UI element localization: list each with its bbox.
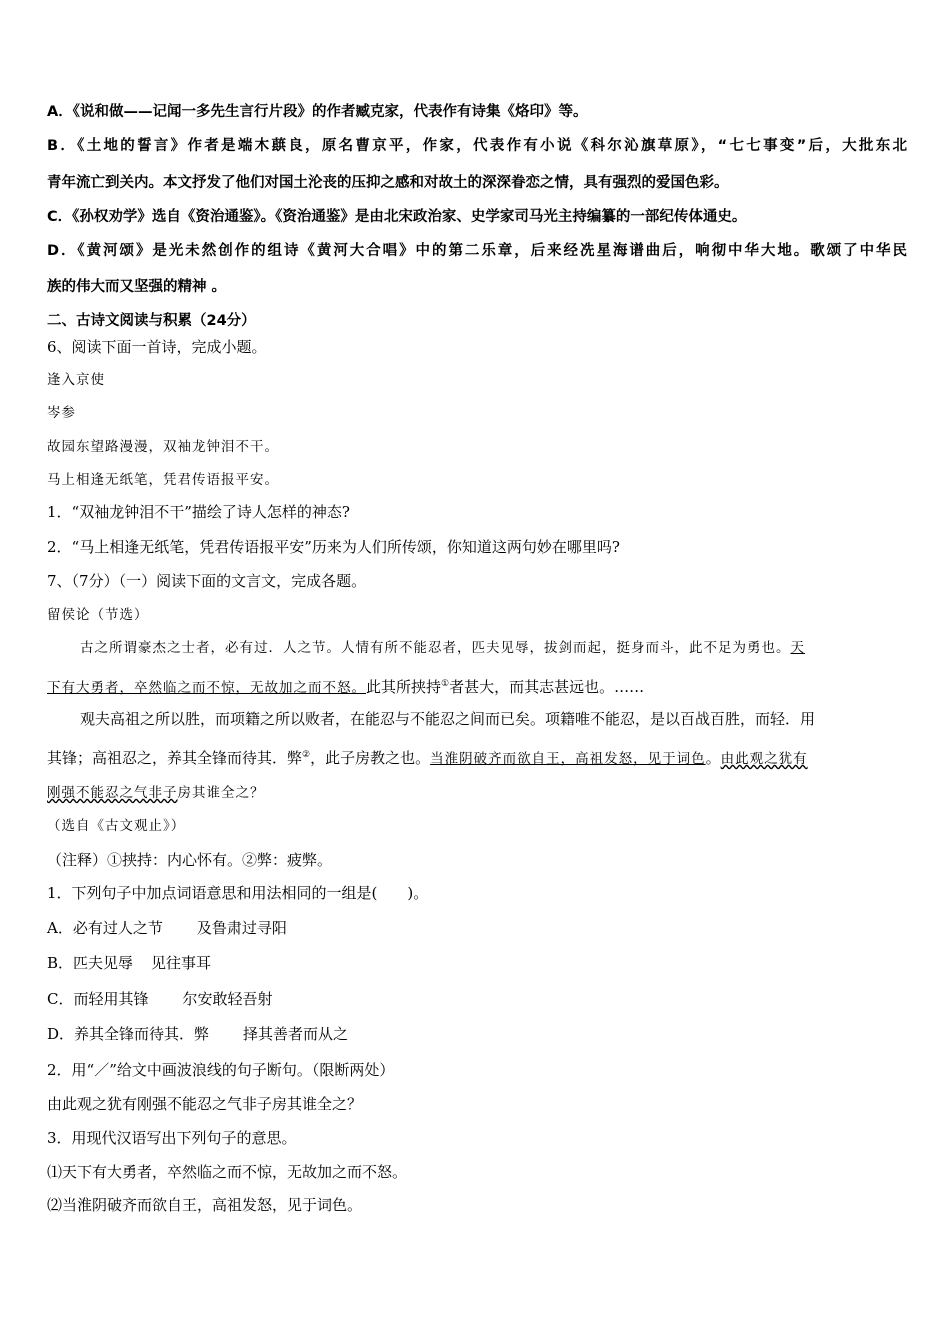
passage-notes: （注释）①挟持：内心怀有。②弊：疲弊。 bbox=[47, 851, 333, 869]
passage-p1-underlined: 下有大勇者，卒然临之而不惊，无故加之而不怒。 bbox=[47, 680, 366, 696]
choice-c: C．《孙权劝学》选自《资治通鉴》。《资治通鉴》是由北宋政治家、史学家司马光主持编纂的一部纪传体通史。 bbox=[47, 209, 747, 225]
question-6-2: 2．“马上相逢无纸笔，凭君传语报平安”历来为人们所传颂，你知道这两句妙在哪里吗? bbox=[47, 538, 620, 556]
question-7-1: 1．下列句子中加点词语意思和用法相同的一组是( )。 bbox=[47, 884, 429, 902]
passage-p2-text: 其锋；高祖忍之，养其全锋而待其．弊 bbox=[47, 749, 303, 767]
passage-source: （选自《古文观止》） bbox=[47, 818, 186, 834]
option-d bbox=[47, 1024, 348, 1044]
passage-p1-text: 古之所谓豪杰之士者，必有过．人之节。人情有所不能忍者，匹夫见辱，拔剑而起，挺身而斗，此不足为勇也。 bbox=[80, 640, 791, 656]
option-c-right: 尔安敢轻吾射 bbox=[182, 990, 273, 1008]
passage-p2-wavy: 由此观之犹有 bbox=[720, 751, 808, 767]
question-6-intro: 6、阅读下面一首诗，完成小题。 bbox=[47, 338, 267, 356]
question-7-3: 3．用现代汉语写出下列句子的意思。 bbox=[47, 1129, 297, 1147]
option-c bbox=[47, 989, 273, 1009]
option-b bbox=[47, 953, 211, 973]
option-b-right: 见往事耳 bbox=[151, 954, 212, 972]
passage-p2-line2 bbox=[47, 745, 808, 769]
passage-p2-period: 。 bbox=[705, 749, 721, 767]
passage-p2-underlined: 当淮阴破齐而欲自王，高祖发怒，见于词色 bbox=[430, 751, 706, 767]
passage-p2-end: 房其谁全之？ bbox=[177, 785, 265, 801]
option-d-left: D．养其全锋而待其．弊 bbox=[47, 1025, 210, 1043]
choice-d-line2: 族的伟大而又坚强的精神 。 bbox=[47, 279, 227, 295]
question-6-1: 1．“双袖龙钟泪不干”描绘了诗人怎样的神态? bbox=[47, 503, 350, 521]
option-a-left: A．必有过人之节 bbox=[47, 919, 163, 937]
passage-p1-underline-start: 天 bbox=[790, 640, 805, 656]
poem-title: 逢入京使 bbox=[47, 372, 105, 388]
poem-line-2: 马上相逢无纸笔，凭君传语报平安。 bbox=[47, 472, 279, 488]
section-heading: 二、古诗文阅读与积累（24分） bbox=[47, 313, 256, 329]
question-7-intro: 7、（7分）（一）阅读下面的文言文，完成各题。 bbox=[47, 572, 367, 590]
question-7-3-1: ⑴天下有大勇者，卒然临之而不惊，无故加之而不怒。 bbox=[47, 1163, 408, 1181]
footnote-marker-2: ② bbox=[302, 750, 311, 760]
passage-p2-line3 bbox=[47, 782, 265, 803]
passage-p2-wavy2: 刚强不能忍之气非子 bbox=[47, 785, 178, 801]
passage-p2-line1: 观夫高祖之所以胜，而项籍之所以败者，在能忍与不能忍之间而已矣。项籍唯不能忍，是以百战百胜，而轻．用 bbox=[80, 710, 816, 728]
poem-author: 岑参 bbox=[47, 405, 76, 421]
poem-line-1: 故园东望路漫漫，双袖龙钟泪不干。 bbox=[47, 439, 279, 455]
option-a-right: 及鲁肃过寻阳 bbox=[196, 919, 287, 937]
footnote-marker-1: ① bbox=[441, 679, 450, 689]
choice-d-line1: D．《黄河颂》是光未然创作的组诗《黄河大合唱》中的第二乐章，后来经冼星海谱曲后，响彻中华大地。歌颂了中华民 bbox=[47, 243, 907, 259]
option-d-right: 择其善者而从之 bbox=[243, 1025, 349, 1043]
choice-a: A．《说和做——记闻一多先生言行片段》的作者臧克家，代表作有诗集《烙印》等。 bbox=[47, 104, 588, 120]
passage-p1-text3: 者甚大，而其志甚远也。…… bbox=[449, 678, 645, 696]
passage-p1-line2 bbox=[47, 674, 644, 698]
passage-p1-text2: 此其所挟持 bbox=[366, 678, 442, 696]
question-7-3-2: ⑵当淮阴破齐而欲自王，高祖发怒，见于词色。 bbox=[47, 1196, 363, 1214]
option-a bbox=[47, 918, 287, 938]
passage-p2-text2: ，此子房教之也。 bbox=[310, 749, 431, 767]
choice-b-line2: 青年流亡到关内。本文抒发了他们对国土沦丧的压抑之感和对故土的深深眷恋之情，具有强烈的爱国色彩。 bbox=[47, 175, 729, 191]
question-7-2: 2．用“／”给文中画波浪线的句子断句。（限断两处） bbox=[47, 1061, 395, 1079]
question-7-2-sentence: 由此观之犹有刚强不能忍之气非子房其谁全之？ bbox=[47, 1095, 363, 1113]
option-b-left: B．匹夫见辱 bbox=[47, 954, 134, 972]
option-c-left: C．而轻用其锋 bbox=[47, 990, 149, 1008]
passage-p1-line1 bbox=[80, 638, 805, 658]
choice-b-line1: B．《土地的誓言》作者是端木蕻良，原名曹京平，作家，代表作有小说《科尔沁旗草原》，“七七事变”后，大批东北 bbox=[47, 138, 907, 154]
passage-title: 留侯论（节选） bbox=[47, 607, 149, 623]
